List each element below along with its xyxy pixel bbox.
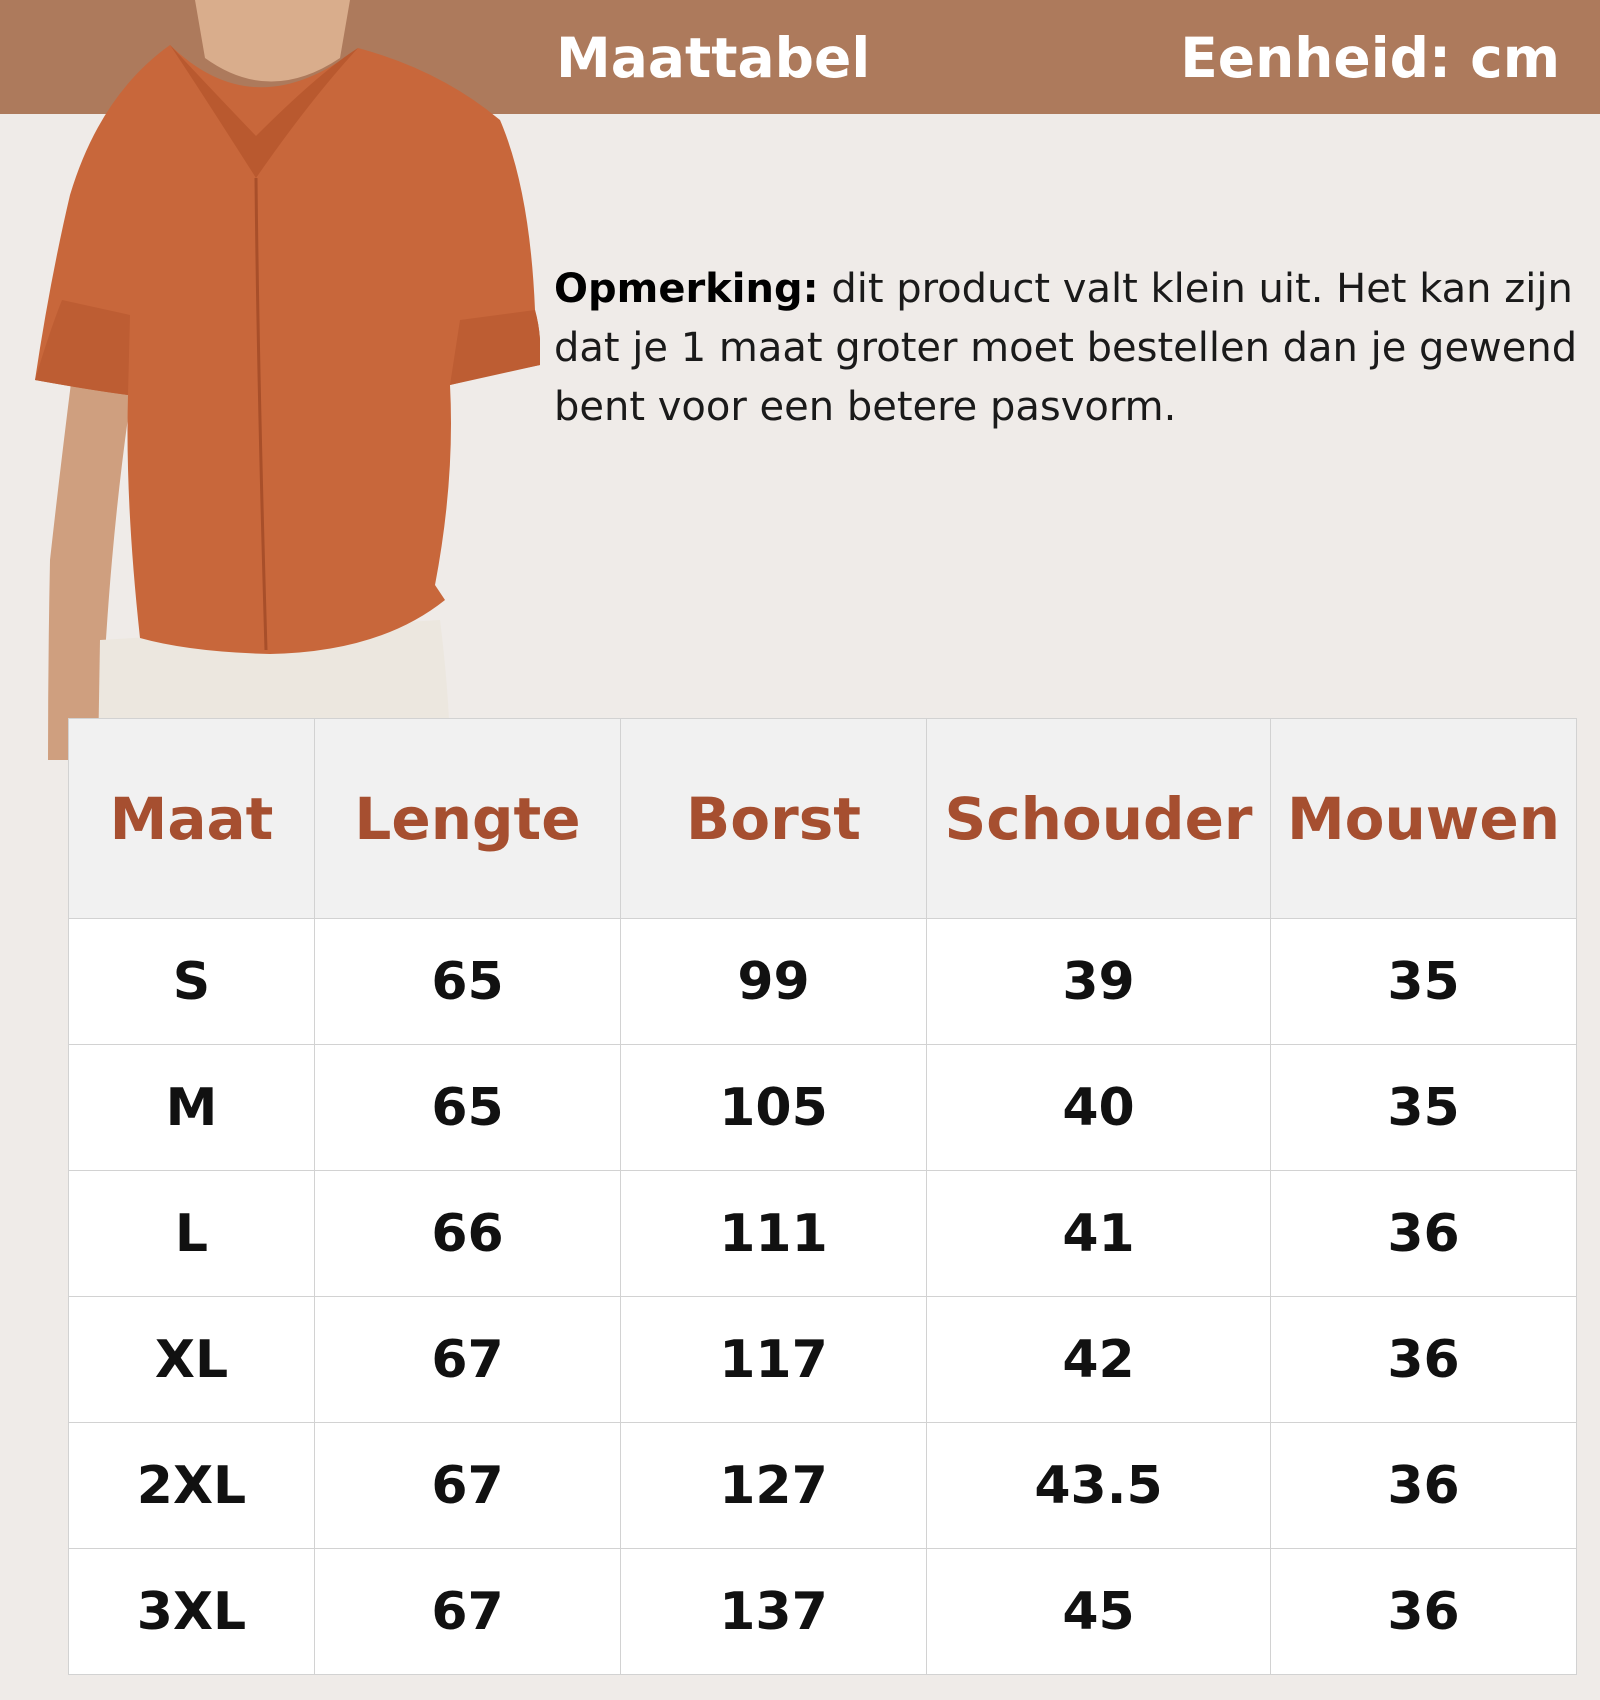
table-cell: 41 [927,1171,1271,1297]
table-row [69,1171,1577,1297]
model-sleeve-cuff-right [450,310,540,385]
table-cell: L [69,1171,315,1297]
table-cell: 43.5 [927,1423,1271,1549]
table-cell: 35 [1271,919,1577,1045]
model-photo [20,0,540,760]
unit-label: Eenheid: cm [1180,26,1560,90]
table-row [69,1297,1577,1423]
table-cell: 67 [315,1297,621,1423]
table-cell: 40 [927,1045,1271,1171]
table-cell: 127 [621,1423,927,1549]
table-cell: XL [69,1297,315,1423]
table-cell: 111 [621,1171,927,1297]
note-label: Opmerking: [554,266,819,312]
table-cell: 35 [1271,1045,1577,1171]
sizing-note [554,260,1594,437]
column-header: Schouder [927,719,1271,919]
table-row [69,1045,1577,1171]
column-header: Maat [69,719,315,919]
column-header: Lengte [315,719,621,919]
table-cell: 137 [621,1549,927,1675]
table-row [69,919,1577,1045]
table-cell: 42 [927,1297,1271,1423]
column-header: Mouwen [1271,719,1577,919]
table-cell: M [69,1045,315,1171]
page-title: Maattabel [556,26,871,90]
table-header-row [69,719,1577,919]
table-row [69,1549,1577,1675]
table-cell: 67 [315,1549,621,1675]
table-cell: 65 [315,919,621,1045]
table-cell: 67 [315,1423,621,1549]
table-cell: S [69,919,315,1045]
table-row [69,1423,1577,1549]
table-cell: 66 [315,1171,621,1297]
table-cell: 105 [621,1045,927,1171]
table-cell: 36 [1271,1549,1577,1675]
table-cell: 45 [927,1549,1271,1675]
table-cell: 2XL [69,1423,315,1549]
table-cell: 99 [621,919,927,1045]
table-cell: 39 [927,919,1271,1045]
note-text: dit product valt klein uit. Het kan zijn dat je 1 maat groter moet bestellen dan je gewend bent voor een betere pasvorm. [554,266,1578,430]
table-cell: 117 [621,1297,927,1423]
table-cell: 3XL [69,1549,315,1675]
table-cell: 65 [315,1045,621,1171]
size-table [68,718,1577,1675]
column-header: Borst [621,719,927,919]
table-cell: 36 [1271,1297,1577,1423]
table-cell: 36 [1271,1171,1577,1297]
table-cell: 36 [1271,1423,1577,1549]
